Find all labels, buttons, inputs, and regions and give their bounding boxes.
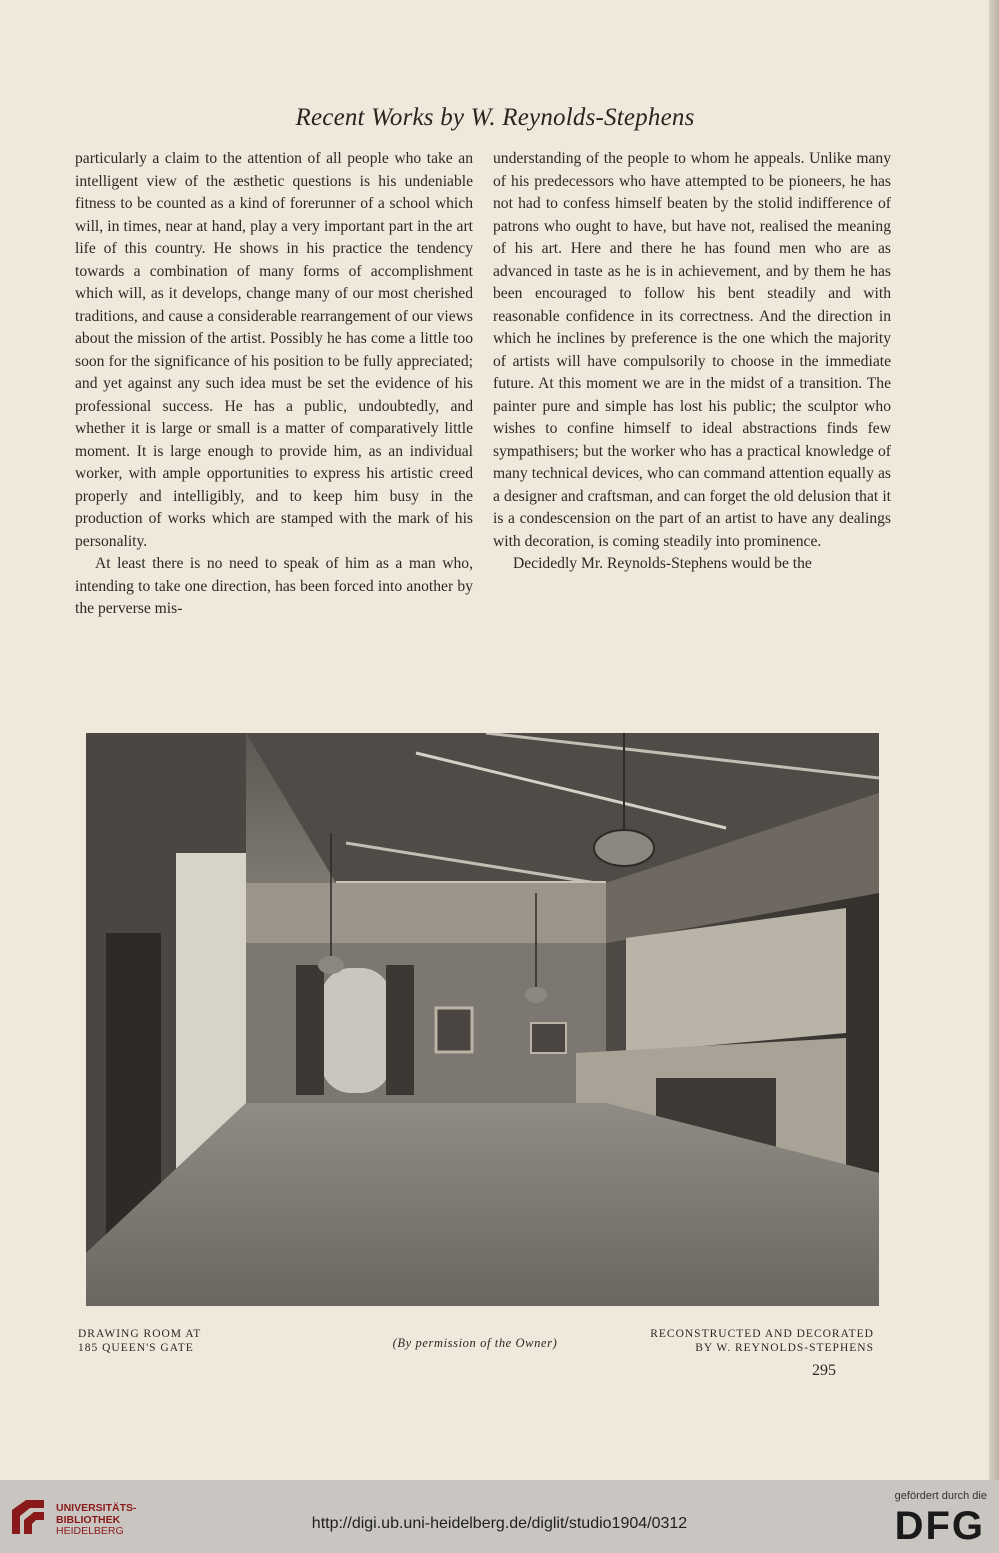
library-name-line: BIBLIOTHEK	[56, 1513, 121, 1526]
digitization-url-link[interactable]: http://digi.ub.uni-heidelberg.de/diglit/studio1904/0312	[311, 1515, 688, 1532]
running-title: Recent Works by W. Reynolds-Stephens	[295, 104, 695, 131]
caption-credit: (By permission of the Owner)	[392, 1336, 558, 1350]
paragraph: Decidedly Mr. Reynolds-Stephens would be the	[513, 555, 812, 572]
text-column-right	[493, 148, 891, 576]
caption-right	[612, 1327, 874, 1355]
paragraph: understanding of the people to whom he appeals. Unlike many of his predecessors who have attempted to be pioneers, he has not had to confess himself beaten by the stolid indifference of patrons who ought to have, but have not, realised the meaning of his art. Here and there he has found men who are as advanced in taste as he is in achievement, and by them he has been encouraged to follow his bent steadily and with reasonable confidence in its correctness. And the direction in which he inclines by preference is the one which the majority of artists will have compulsorily to choose in the immediate future. At this moment we are in the midst of a transition. The painter pure and simple has lost his public; the sculptor who wishes to confine himself to ideal abstractions finds few sympathisers; but the worker who has a practical knowledge of many technical devices, who can command attention equally as a designer and craftsman, and can forget the old delusion that it is a condescension on the part of an artist to have any dealings with decoration, is coming steadily into prominence.	[493, 150, 891, 550]
paragraph: At least there is no need to speak of him as a man who, intending to take one direction, has been forced into another by the perverse mis-	[75, 555, 473, 617]
caption-left-line: 185 QUEEN'S GATE	[78, 1342, 194, 1354]
paragraph: particularly a claim to the attention of all people who take an intelligent view of the æsthetic questions is his undeniable fitness to be counted as a kind of forerunner of a school which will, in times, near at hand, play a very important part in the art life of this country. He shows in his practice the tendency towards a combination of many forms of accomplishment which will, as it develops, change many of our most cherished traditions, and cause a considerable rearrangement of our views about the mission of the artist. Possibly he has come a little too soon for the significance of his position to be fully appreciated; and yet against any such idea must be set the evidence of his professional success. He has a public, undoubtedly, and whether it is large or small is a matter of comparatively little moment. It is large enough to provide him, as an individual worker, with ample opportunities to express his artistic creed properly and intelligibly, and to keep him busy in the production of works which are stamped with the mark of his personality.	[75, 150, 473, 550]
page-number: 295	[812, 1362, 836, 1379]
drawing-room-photograph	[86, 733, 879, 1306]
digitization-footer	[0, 1480, 999, 1553]
caption-left	[78, 1327, 201, 1355]
dfg-logo: DFG	[894, 1504, 985, 1548]
text-column-left	[75, 148, 473, 621]
caption-left-line: DRAWING ROOM AT	[78, 1328, 202, 1340]
page-edge-shadow	[989, 0, 999, 1480]
library-name-line: HEIDELBERG	[56, 1525, 124, 1537]
caption-right-line: RECONSTRUCTED AND DECORATED	[650, 1328, 874, 1340]
funded-by-label: gefördert durch die	[894, 1490, 987, 1502]
caption-right-line: BY W. REYNOLDS-STEPHENS	[695, 1342, 874, 1354]
library-name-line: UNIVERSITÄTS-	[56, 1502, 137, 1514]
